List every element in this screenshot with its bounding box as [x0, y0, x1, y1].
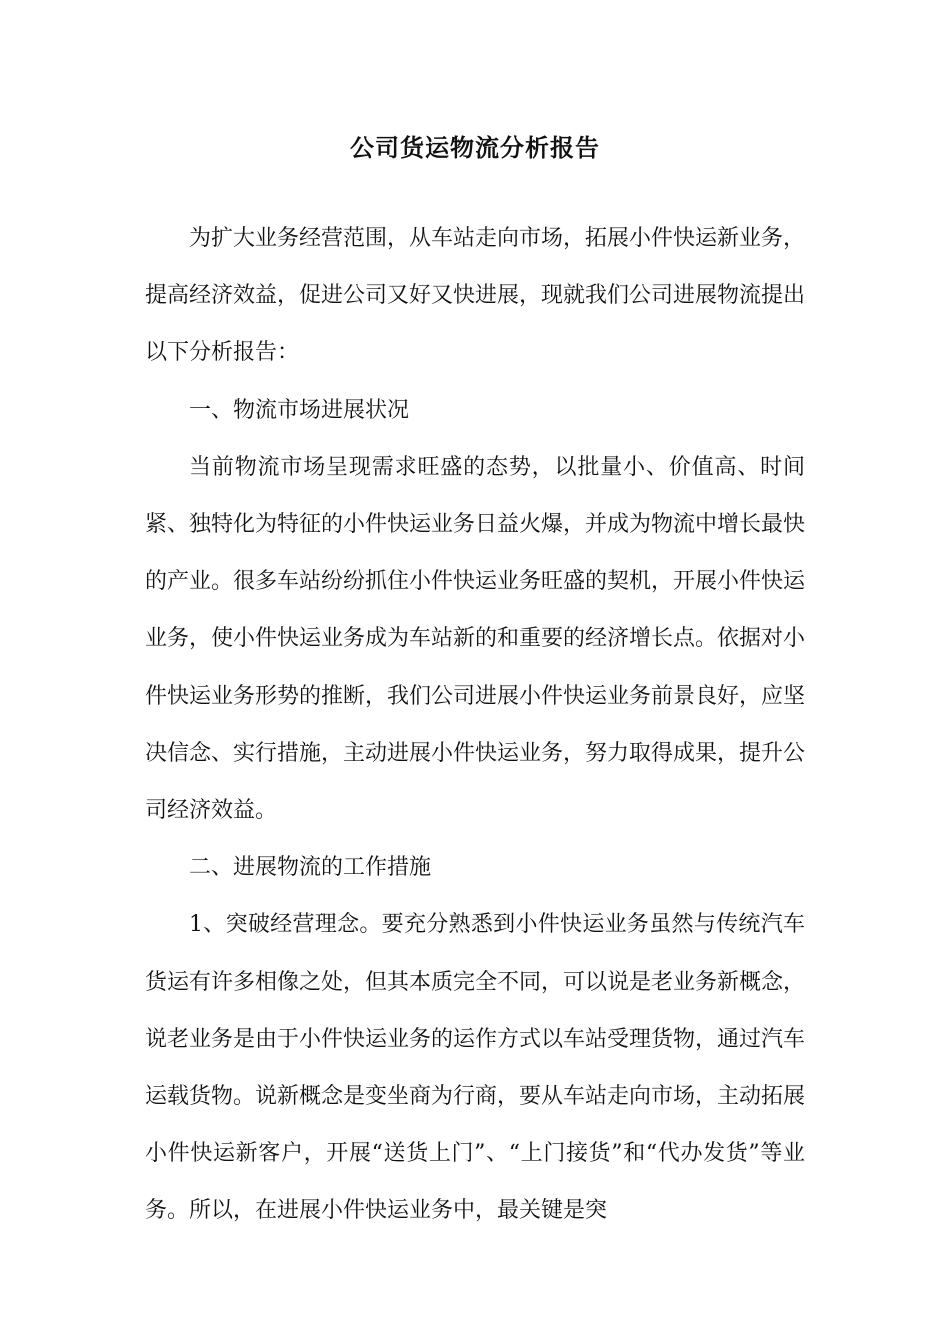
- section-heading-market-status: 一、物流市场进展状况: [189, 397, 410, 423]
- document-title: 公司货运物流分析报告: [350, 133, 600, 162]
- market-status-paragraph: 当前物流市场呈现需求旺盛的态势，以批量小、价值高、时间紧、独特化为特征的小件快运业务日益火爆，并成为物流中增长最快的产业。很多车站纷纷抓住小件快运业务旺盛的契机，开展小件快运业务，使小件快运业务成为车站新的和重要的经济增长点。依据对小件快运业务形势的推断，我们公司进展小件快运业务前景良好，应坚决信念、实行措施，主动进展小件快运业务，努力取得成果，提升公司经济效益。: [145, 454, 806, 824]
- document-page: [145, 128, 805, 1240]
- measure-1-paragraph: 1、突破经营理念。要充分熟悉到小件快运业务虽然与传统汽车货运有许多相像之处，但其本质完全不同，可以说是老业务新概念，说老业务是由于小件快运业务的运作方式以车站受理货物，通过汽车运载货物。说新概念是变坐商为行商，要从车站走向市场，主动拓展小件快运新客户，开展“送货上门”、“上门接货”和“代办发货”等业务。所以，在进展小件快运业务中，最关键是突: [145, 912, 806, 1224]
- intro-paragraph: 为扩大业务经营范围，从车站走向市场，拓展小件快运新业务，提高经济效益，促进公司又好又快进展，现就我们公司进展物流提出以下分析报告：: [145, 226, 806, 366]
- section-heading-work-measures: 二、进展物流的工作措施: [189, 855, 432, 881]
